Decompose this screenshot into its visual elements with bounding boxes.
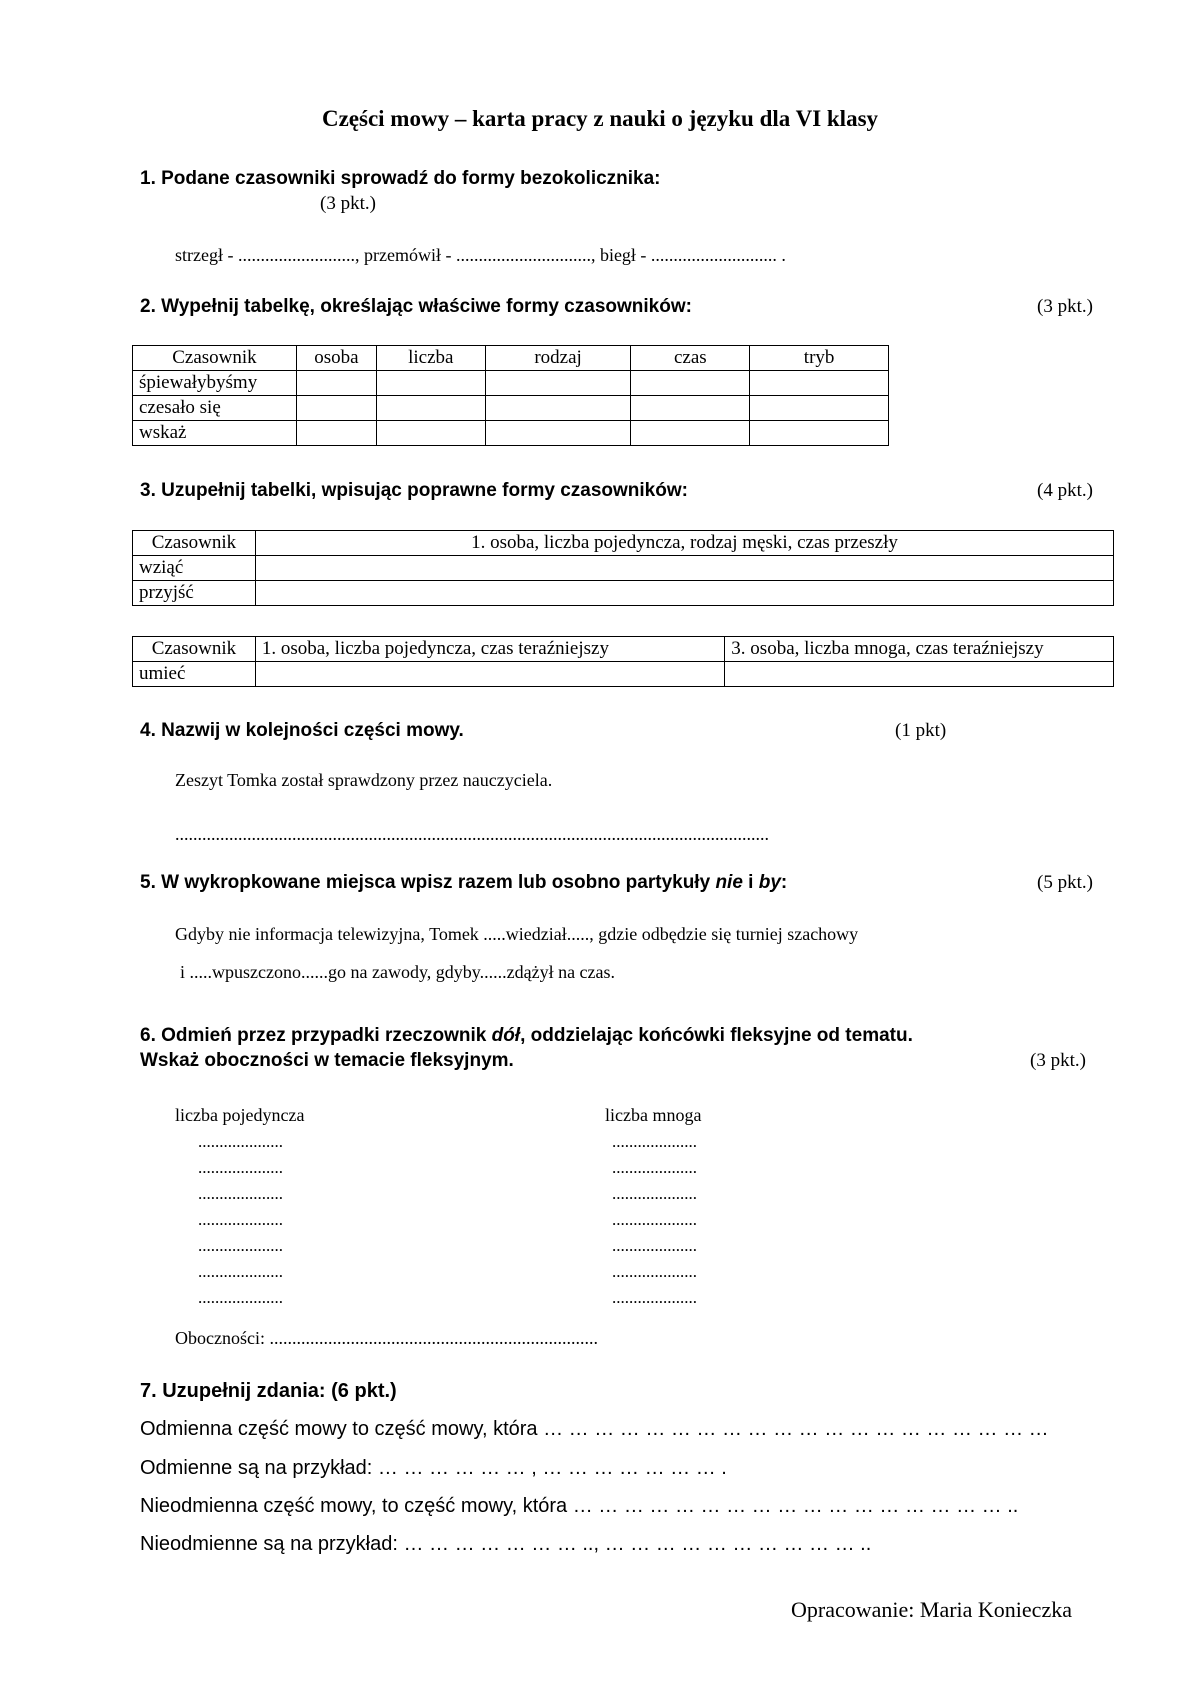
table-row — [133, 581, 1114, 606]
q2-header-row — [133, 346, 889, 371]
answer-cell[interactable] — [485, 421, 631, 446]
answer-cell[interactable] — [750, 396, 889, 421]
q3-table-1 — [132, 530, 1114, 606]
q2-header-czas: czas — [631, 346, 750, 371]
answer-cell[interactable] — [750, 371, 889, 396]
q3-t1-header-czasownik: Czasownik — [133, 531, 256, 556]
q2-verb-cell: czesało się — [133, 396, 297, 421]
q2-points: (3 pkt.) — [1037, 296, 1093, 317]
q3-t1-header-row — [133, 531, 1114, 556]
q6-plural-blank[interactable]: .................... — [612, 1288, 697, 1307]
q2-heading: 2. Wypełnij tabelkę, określając właściwe formy czasowników: — [140, 296, 692, 317]
q3-points: (4 pkt.) — [1037, 480, 1093, 501]
answer-cell[interactable] — [376, 396, 485, 421]
q4-points: (1 pkt) — [895, 720, 947, 741]
table-row — [133, 662, 1114, 687]
q6-plural-blank[interactable]: .................... — [612, 1158, 697, 1177]
q6-word: dół — [491, 1025, 521, 1046]
table-row — [133, 556, 1114, 581]
q6-plural-blank[interactable]: .................... — [612, 1184, 697, 1203]
q6-singular-blank[interactable]: .................... — [198, 1132, 283, 1151]
q6-singular-blank[interactable]: .................... — [198, 1184, 283, 1203]
answer-cell[interactable] — [255, 581, 1113, 606]
q2-header-osoba: osoba — [296, 346, 376, 371]
q6-singular-list — [198, 1129, 283, 1311]
q6-singular-blank[interactable]: .................... — [198, 1210, 283, 1229]
q5-particle-nie: nie — [715, 872, 743, 893]
answer-cell[interactable] — [296, 421, 376, 446]
q5-line-2: i .....wpuszczono......go na zawody, gdyby......zdążył na czas. — [180, 962, 616, 982]
q3-t2-header-form-1: 1. osoba, liczba pojedyncza, czas teraźniejszy — [255, 637, 724, 662]
q1-points: (3 pkt.) — [320, 193, 376, 214]
author-credit: Opracowanie: Maria Konieczka — [791, 1597, 1072, 1622]
q3-verb-cell: przyjść — [133, 581, 256, 606]
answer-cell[interactable] — [255, 662, 724, 687]
q5-heading-text: 5. W wykropkowane miejsca wpisz razem lub osobno partykuły — [140, 872, 716, 893]
q1-heading: 1. Podane czasowniki sprowadź do formy bezokolicznika: — [140, 168, 661, 189]
q5-line-1: Gdyby nie informacja telewizyjna, Tomek .....wiedział....., gdzie odbędzie się turniej szachowy — [175, 924, 859, 944]
answer-cell[interactable] — [485, 396, 631, 421]
q6-heading-text: 6. Odmień przez przypadki rzeczownik — [140, 1025, 492, 1046]
q6-points: (3 pkt.) — [1030, 1050, 1086, 1071]
q3-t2-header-row — [133, 637, 1114, 662]
q4-sentence: Zeszyt Tomka został sprawdzony przez nauczyciela. — [175, 770, 553, 790]
q6-singular-blank[interactable]: .................... — [198, 1288, 283, 1307]
table-row — [133, 396, 889, 421]
q2-header-liczba: liczba — [376, 346, 485, 371]
answer-cell[interactable] — [725, 662, 1114, 687]
q7-line-1[interactable]: Odmienna część mowy to część mowy, która … … … … … … … … … … … … … … … … … … … … — [140, 1418, 1049, 1440]
q3-verb-cell: umieć — [133, 662, 256, 687]
q5-heading-and: i — [742, 872, 759, 893]
q3-verb-cell: wziąć — [133, 556, 256, 581]
table-row — [133, 421, 889, 446]
q2-verb-cell: wskaż — [133, 421, 297, 446]
q2-header-tryb: tryb — [750, 346, 889, 371]
table-row — [133, 371, 889, 396]
answer-cell[interactable] — [631, 371, 750, 396]
page-title: Części mowy – karta pracy z nauki o języku dla VI klasy — [321, 106, 879, 131]
answer-cell[interactable] — [631, 421, 750, 446]
q5-particle-by: by — [758, 872, 781, 893]
q4-answer-line[interactable]: .................................................................................................................................... — [175, 824, 769, 844]
q5-points: (5 pkt.) — [1037, 872, 1093, 893]
q6-col-singular: liczba pojedyncza — [175, 1105, 305, 1125]
q7-line-4[interactable]: Nieodmienne są na przykład: … … … … … … … .., … … … … … … … … … … .. — [140, 1533, 872, 1555]
q6-singular-blank[interactable]: .................... — [198, 1236, 283, 1255]
q5-heading — [140, 872, 787, 894]
q2-header-czasownik: Czasownik — [133, 346, 297, 371]
q2-verb-cell: śpiewałybyśmy — [133, 371, 297, 396]
answer-cell[interactable] — [750, 421, 889, 446]
answer-cell[interactable] — [485, 371, 631, 396]
q6-plural-blank[interactable]: .................... — [612, 1132, 697, 1151]
answer-cell[interactable] — [376, 371, 485, 396]
q6-plural-blank[interactable]: .................... — [612, 1210, 697, 1229]
q7-heading: 7. Uzupełnij zdania: (6 pkt.) — [140, 1380, 397, 1402]
q3-t2-header-form-3: 3. osoba, liczba mnoga, czas teraźniejszy — [725, 637, 1114, 662]
q1-fill-line: strzegł - .........................., przemówił - .............................., biegł - ............................ . — [175, 245, 786, 265]
q6-obocznosci-line[interactable]: Oboczności: ......................................................................... — [175, 1328, 598, 1348]
q6-singular-blank[interactable]: .................... — [198, 1158, 283, 1177]
q7-line-2[interactable]: Odmienne są na przykład: … … … … … … , … … … … … … … . — [140, 1457, 727, 1479]
q7-line-3[interactable]: Nieodmienna część mowy, to część mowy, która … … … … … … … … … … … … … … … … … .. — [140, 1495, 1019, 1517]
answer-cell[interactable] — [296, 371, 376, 396]
q5-heading-colon: : — [780, 872, 788, 893]
q4-heading: 4. Nazwij w kolejności części mowy. — [140, 720, 464, 741]
q6-col-plural: liczba mnoga — [605, 1105, 702, 1125]
answer-cell[interactable] — [376, 421, 485, 446]
q6-heading-line-2: Wskaż oboczności w temacie fleksyjnym. — [140, 1050, 514, 1071]
q6-singular-blank[interactable]: .................... — [198, 1262, 283, 1281]
answer-cell[interactable] — [296, 396, 376, 421]
q3-table-2 — [132, 636, 1114, 687]
q2-header-rodzaj: rodzaj — [485, 346, 631, 371]
q3-t2-header-czasownik: Czasownik — [133, 637, 256, 662]
q3-t1-header-form: 1. osoba, liczba pojedyncza, rodzaj męski, czas przeszły — [255, 531, 1113, 556]
q6-heading-text-end: , oddzielając końcówki fleksyjne od tematu. — [520, 1025, 913, 1046]
q3-heading: 3. Uzupełnij tabelki, wpisując poprawne formy czasowników: — [140, 480, 688, 501]
answer-cell[interactable] — [631, 396, 750, 421]
q6-plural-blank[interactable]: .................... — [612, 1236, 697, 1255]
q6-heading-line-1 — [140, 1025, 913, 1047]
answer-cell[interactable] — [255, 556, 1113, 581]
q6-plural-blank[interactable]: .................... — [612, 1262, 697, 1281]
q6-plural-list — [612, 1129, 697, 1311]
q2-table — [132, 345, 889, 446]
